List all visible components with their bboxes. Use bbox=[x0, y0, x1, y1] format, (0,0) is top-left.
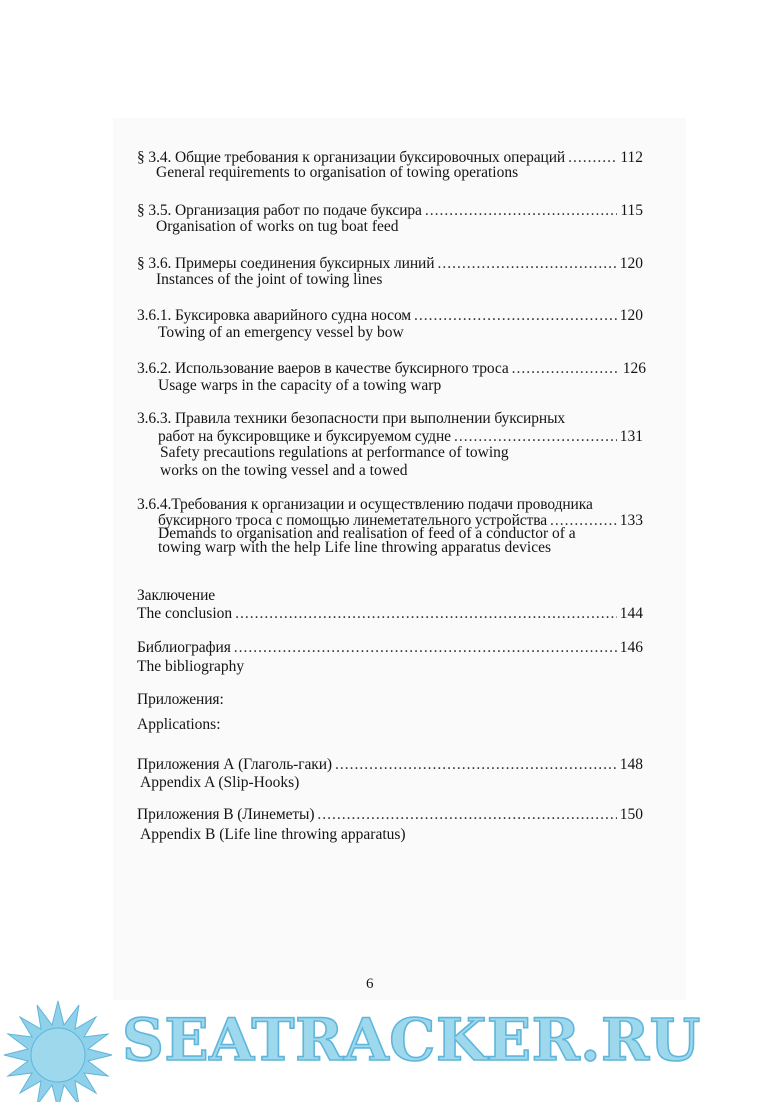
conclusion-ru: Заключение bbox=[137, 587, 216, 604]
toc-entry-bibliography bbox=[137, 639, 643, 657]
conclusion-en: The conclusion bbox=[137, 605, 233, 622]
toc-entry-3-6-2 bbox=[137, 360, 646, 378]
scanned-page bbox=[113, 118, 686, 1000]
appendix-a-en: Appendix A (Slip-Hooks) bbox=[140, 774, 300, 791]
toc-title-ru: 3.6.2. Использование ваеров в качестве буксирного троса bbox=[137, 360, 509, 377]
toc-title-ru-cont: работ на буксировщике и буксируемом судне bbox=[158, 428, 451, 445]
toc-entry-appendix-a bbox=[137, 756, 643, 774]
dot-leader bbox=[437, 255, 616, 273]
toc-entry-3-6-1 bbox=[137, 307, 643, 325]
toc-title-ru: § 3.4. Общие требования к организации буксировочных операций bbox=[137, 149, 566, 166]
toc-title-en: Organisation of works on tug boat feed bbox=[156, 218, 399, 235]
toc-title-ru: 3.6.1. Буксировка аварийного судна носом bbox=[137, 307, 412, 324]
appendix-b-ru: Приложения В (Линеметы) bbox=[137, 806, 315, 823]
toc-title-ru: § 3.6. Примеры соединения буксирных линий bbox=[137, 255, 435, 272]
toc-page: 115 bbox=[620, 202, 643, 219]
dot-leader bbox=[568, 149, 617, 167]
toc-title-en: Towing of an emergency vessel by bow bbox=[158, 324, 404, 341]
toc-title-en: Usage warps in the capacity of a towing warp bbox=[158, 377, 442, 394]
toc-title-ru: § 3.5. Организация работ по подаче буксира bbox=[137, 202, 422, 219]
toc-title-en: General requirements to organisation of towing operations bbox=[156, 164, 519, 181]
toc-entry-conclusion bbox=[137, 605, 643, 623]
toc-title-en-cont: works on the towing vessel and a towed bbox=[160, 462, 408, 479]
toc-title-ru: 3.6.4.Требования к организации и осуществлению подачи проводника bbox=[137, 496, 593, 513]
toc-title-en: Demands to organisation and realisation of feed of a conductor of a bbox=[158, 525, 576, 542]
appendix-a-ru: Приложения А (Глаголь-гаки) bbox=[137, 756, 332, 773]
toc-entry-appendix-b bbox=[137, 806, 643, 824]
toc-page: 112 bbox=[620, 149, 643, 166]
toc-page: 150 bbox=[619, 806, 643, 823]
toc-page: 133 bbox=[619, 512, 643, 529]
toc-title-ru: 3.6.3. Правила техники безопасности при выполнении буксирных bbox=[137, 410, 566, 427]
bibliography-ru: Библиография bbox=[137, 639, 231, 656]
toc-page: 146 bbox=[619, 639, 643, 656]
dot-leader bbox=[425, 202, 617, 220]
toc-page: 131 bbox=[619, 428, 643, 445]
page-number: 6 bbox=[366, 976, 374, 992]
toc-title-en: Instances of the joint of towing lines bbox=[156, 271, 383, 288]
dot-leader bbox=[335, 756, 617, 774]
bibliography-en: The bibliography bbox=[137, 658, 245, 675]
toc-page: 120 bbox=[619, 307, 643, 324]
applications-en: Applications: bbox=[137, 716, 221, 733]
toc-title-en-cont: towing warp with the help Life line throwing apparatus devices bbox=[158, 539, 551, 556]
toc-page: 126 bbox=[622, 360, 646, 377]
dot-leader bbox=[234, 639, 617, 657]
toc-title-en: Safety precautions regulations at performance of towing bbox=[160, 444, 509, 461]
toc-page: 148 bbox=[619, 756, 643, 773]
toc-title-ru-cont: буксирного троса с помощью линеметательного устройства bbox=[158, 512, 548, 529]
toc-page: 120 bbox=[619, 255, 643, 272]
dot-leader bbox=[414, 307, 617, 325]
dot-leader bbox=[235, 605, 617, 623]
dot-leader bbox=[317, 806, 616, 824]
appendix-b-en: Appendix B (Life line throwing apparatus) bbox=[140, 826, 406, 843]
toc-page: 144 bbox=[619, 605, 643, 622]
applications-ru: Приложения: bbox=[137, 691, 224, 708]
dot-leader bbox=[512, 360, 620, 378]
sun-icon bbox=[4, 1001, 112, 1102]
watermark-text: SEATRACKER.RU bbox=[122, 1006, 701, 1074]
